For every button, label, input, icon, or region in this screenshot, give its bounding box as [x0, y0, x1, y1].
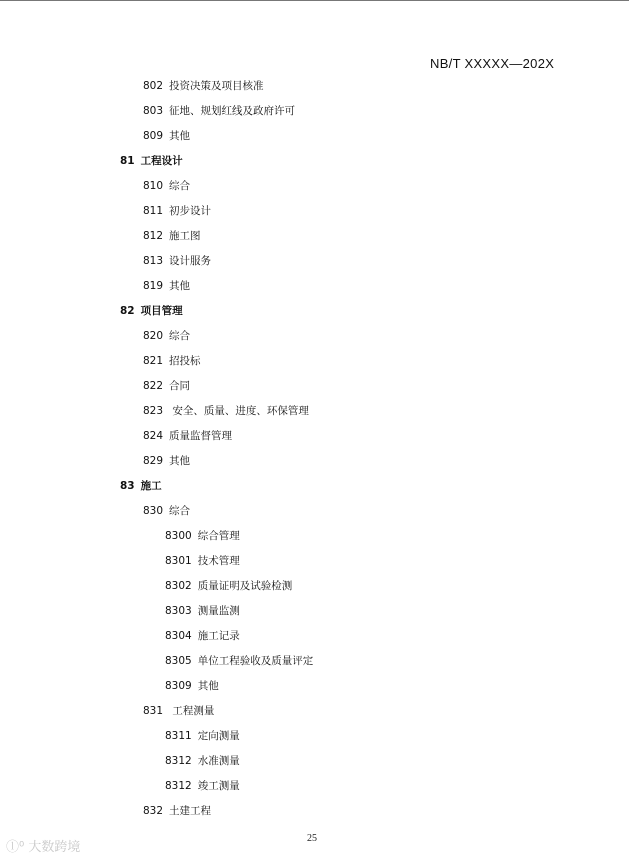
entry-code: 809: [143, 130, 164, 142]
toc-entry: [143, 129, 190, 143]
entry-label: 工程测量: [169, 705, 215, 717]
entry-label: 投资决策及项目核准: [169, 80, 264, 92]
entry-label: 合同: [169, 380, 191, 392]
entry-label: 土建工程: [169, 805, 212, 817]
top-border-line: [0, 0, 629, 1]
entry-label: 单位工程验收及质量评定: [197, 655, 314, 667]
entry-code: 811: [143, 205, 164, 217]
entry-label: 综合: [169, 505, 191, 517]
entry-label: 质量证明及试验检测: [197, 580, 293, 592]
toc-entry: [143, 279, 190, 293]
toc-entry: [143, 354, 201, 368]
entry-code: 821: [143, 355, 164, 367]
entry-code: 8312: [165, 780, 192, 792]
toc-entry: [165, 604, 240, 618]
toc-entry: [120, 479, 162, 493]
toc-entry: [165, 529, 240, 543]
entry-code: 829: [143, 455, 164, 467]
entry-label: 测量监测: [197, 605, 240, 617]
entry-label: 综合管理: [197, 530, 240, 542]
entry-code: 823: [143, 405, 164, 417]
toc-entry: [165, 629, 240, 643]
entry-label: 征地、规划红线及政府许可: [169, 105, 296, 117]
toc-entry: [143, 454, 190, 468]
toc-entry: [165, 579, 292, 593]
entry-code: 8304: [165, 630, 192, 642]
toc-entry: [143, 329, 190, 343]
toc-entry: [143, 804, 211, 818]
entry-label: 设计服务: [169, 255, 212, 267]
entry-code: 830: [143, 505, 164, 517]
entry-code: 8305: [165, 655, 192, 667]
entry-label: 质量监督管理: [169, 430, 233, 442]
watermark-logo-icon: ⓛ⁰: [6, 840, 25, 855]
toc-entry: [165, 779, 240, 793]
watermark: [6, 836, 80, 855]
toc-entry: [165, 679, 219, 693]
entry-label: 综合: [169, 330, 191, 342]
page-number: 25: [307, 833, 317, 844]
toc-entry: [120, 304, 183, 318]
entry-label: 其他: [169, 280, 191, 292]
entry-code: 813: [143, 255, 164, 267]
entry-label: 综合: [169, 180, 191, 192]
entry-code: 832: [143, 805, 164, 817]
entry-code: 824: [143, 430, 164, 442]
entry-label: 施工图: [169, 230, 201, 242]
toc-entry: [143, 504, 190, 518]
toc-entry: [165, 554, 240, 568]
entry-code: 8312: [165, 755, 192, 767]
toc-entry: [143, 404, 309, 418]
toc-entry: [165, 754, 240, 768]
toc-entry: [143, 704, 214, 718]
entry-label: 项目管理: [140, 305, 183, 317]
entry-code: 8311: [165, 730, 192, 742]
entry-code: 83: [120, 480, 135, 492]
entry-code: 822: [143, 380, 164, 392]
entry-code: 803: [143, 105, 164, 117]
toc-entry: [143, 104, 295, 118]
entry-code: 8301: [165, 555, 192, 567]
entry-label: 施工: [140, 480, 162, 492]
entry-label: 初步设计: [169, 205, 212, 217]
toc-entry: [143, 179, 190, 193]
toc-entry: [143, 379, 190, 393]
toc-entry: [165, 654, 313, 668]
toc-entry: [143, 204, 211, 218]
entry-label: 施工记录: [197, 630, 240, 642]
toc-entry: [143, 229, 201, 243]
entry-label: 竣工测量: [197, 780, 240, 792]
entry-code: 81: [120, 155, 135, 167]
entry-label: 定向测量: [197, 730, 240, 742]
entry-code: 831: [143, 705, 164, 717]
toc-entry: [165, 729, 240, 743]
entry-code: 8302: [165, 580, 192, 592]
toc-entry: [143, 429, 232, 443]
entry-label: 水准测量: [197, 755, 240, 767]
entry-label: 其他: [169, 455, 191, 467]
entry-label: 安全、质量、进度、环保管理: [169, 405, 309, 417]
entry-code: 802: [143, 80, 164, 92]
entry-label: 工程设计: [140, 155, 183, 167]
toc-entry: [143, 79, 264, 93]
entry-label: 技术管理: [197, 555, 240, 567]
entry-code: 820: [143, 330, 164, 342]
entry-code: 8300: [165, 530, 192, 542]
entry-code: 810: [143, 180, 164, 192]
watermark-text: 大数跨境: [28, 840, 81, 855]
entry-label: 招投标: [169, 355, 201, 367]
entry-code: 812: [143, 230, 164, 242]
entry-label: 其他: [169, 130, 191, 142]
toc-entry: [143, 254, 211, 268]
entry-code: 8303: [165, 605, 192, 617]
entry-code: 8309: [165, 680, 192, 692]
entry-code: 819: [143, 280, 164, 292]
entry-code: 82: [120, 305, 135, 317]
toc-entry: [120, 154, 183, 168]
document-code: NB/T XXXXX—202X: [430, 56, 555, 71]
entry-label: 其他: [197, 680, 219, 692]
